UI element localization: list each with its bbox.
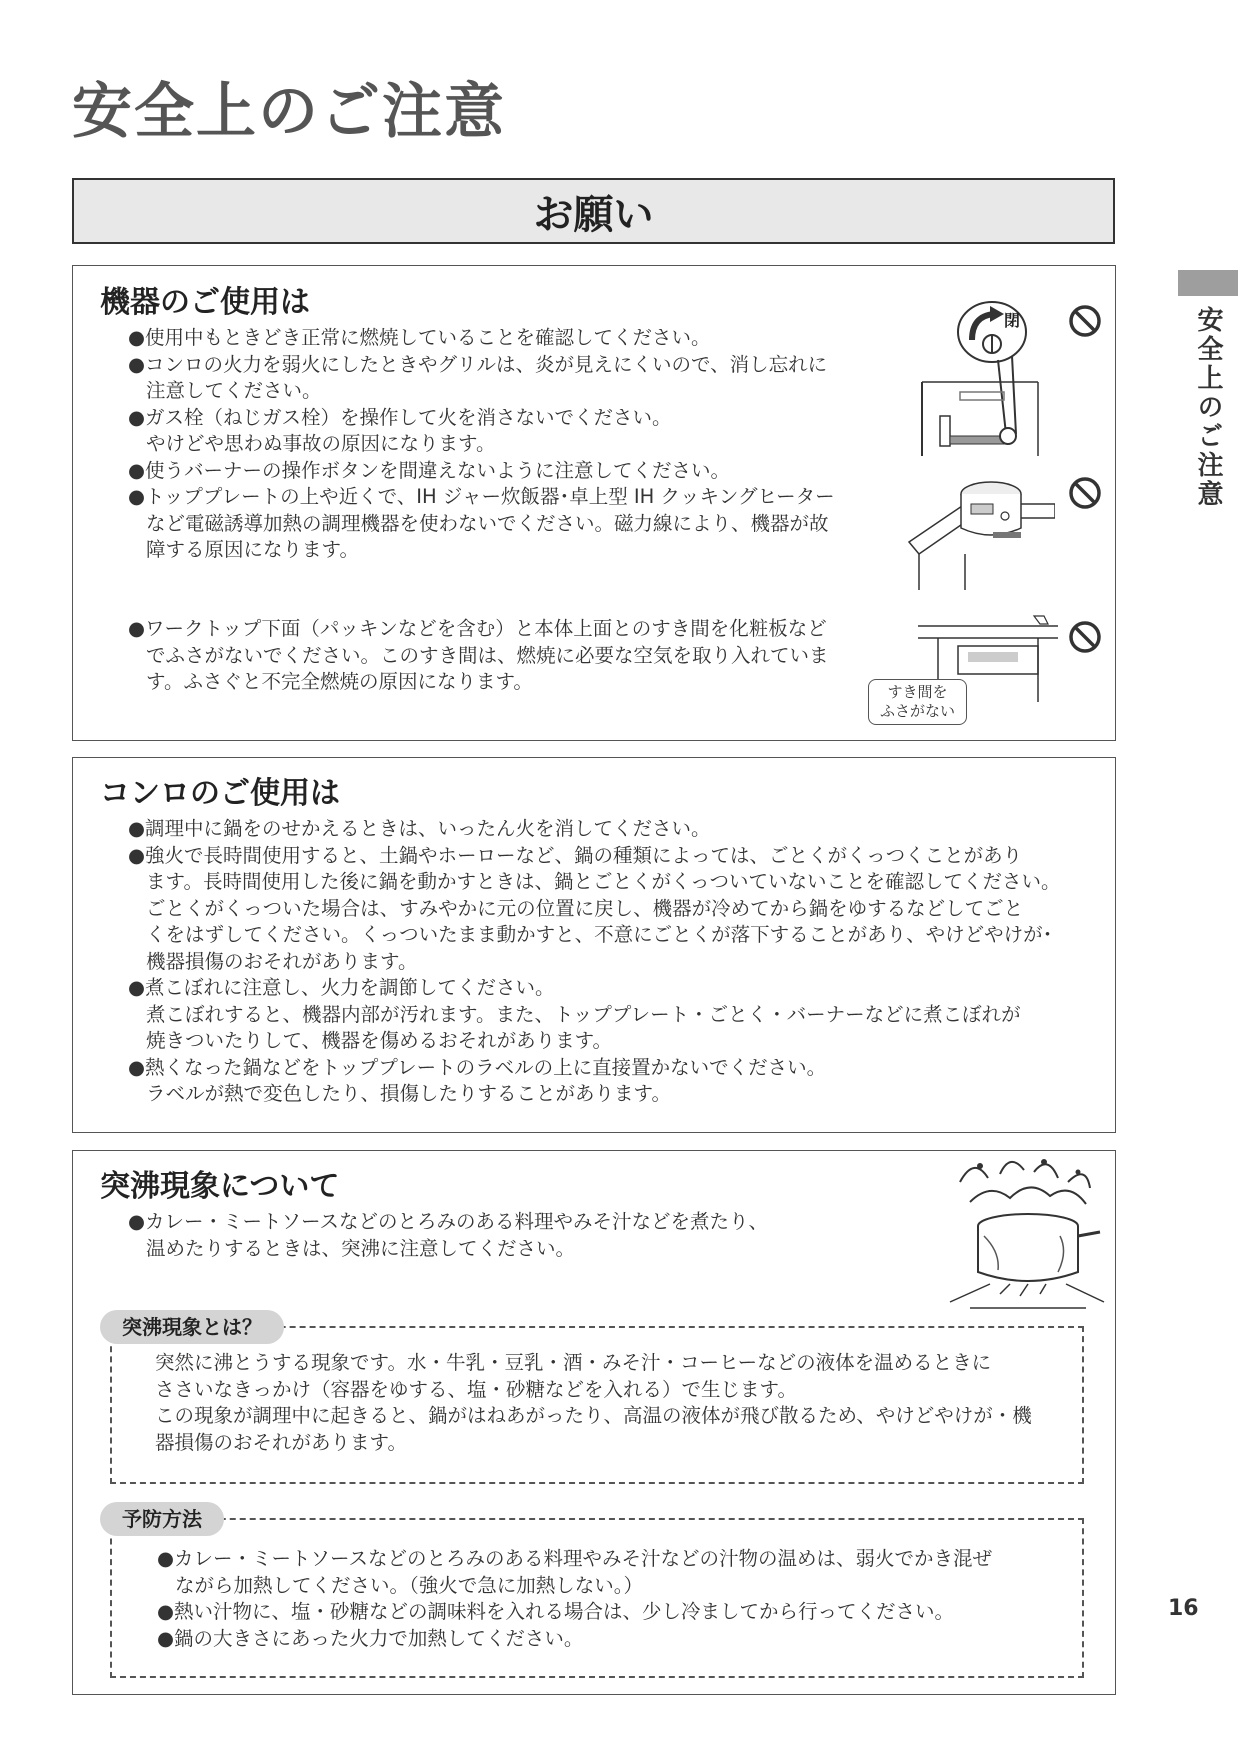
list-item: 障する原因になります。: [146, 538, 359, 561]
bumping-definition-text: [155, 1350, 1032, 1456]
list-item: ●使うバーナーの操作ボタンを間違えないように注意してください。: [128, 458, 731, 482]
list-item: ●調理中に鍋をのせかえるときは、いったん火を消してください。: [128, 817, 711, 840]
text-line: この現象が調理中に起きると、鍋がはねあがったり、高温の液体が飛び散るため、やけどやけが・機: [155, 1404, 1032, 1427]
list-item: ●ワークトップ下面（パッキンなどを含む）と本体上面とのすき間を化粧板など: [128, 617, 827, 640]
list-item: やけどや思わぬ事故の原因になります。: [146, 432, 496, 455]
section-stove-use-list: [128, 816, 1061, 1108]
prevention-label: 予防方法: [100, 1502, 224, 1536]
list-item: ●熱い汁物に、塩・砂糖などの調味料を入れる場合は、少し冷ましてから行ってください。: [157, 1600, 955, 1623]
list-item: ●トッププレートの上や近くで、IH ジャー炊飯器･卓上型 IH クッキングヒーター: [128, 485, 835, 508]
list-item: ●カレー・ミートソースなどのとろみのある料理やみそ汁などを煮たり、: [128, 1210, 769, 1233]
section-device-use-list: [128, 325, 835, 564]
list-item: 機器損傷のおそれがあります。: [146, 949, 418, 973]
list-item: ●鍋の大きさにあった火力で加熱してください。: [157, 1626, 584, 1650]
list-item: ラベルが熱で変色したり、損傷したりすることがあります。: [146, 1082, 671, 1105]
list-item: など電磁誘導加熱の調理機器を使わないでください。磁力線により、機器が故: [146, 511, 829, 535]
list-item: 温めたりするときは、突沸に注意してください。: [146, 1236, 576, 1260]
bumping-definition-label: 突沸現象とは？: [100, 1310, 284, 1344]
section-device-use-title: 機器のご使用は: [100, 285, 310, 320]
banner-label: お願い: [533, 191, 654, 238]
list-item: ながら加熱してください。（強火で急に加熱しない。）: [175, 1573, 644, 1597]
rice-cooker-illustration: [905, 470, 1055, 590]
valve-closed-label: 閉: [1004, 311, 1021, 330]
list-item: ●熱くなった鍋などをトッププレートのラベルの上に直接置かないでください。: [128, 1055, 827, 1079]
side-tab-bar: [1178, 270, 1238, 296]
section-device-use-list-2: [128, 616, 829, 696]
list-item: ●強火で長時間使用すると、土鍋やホーローなど、鍋の種類によっては、ごとくがくっつくことがあり: [128, 843, 1023, 867]
list-item: 煮こぼれすると、機器内部が汚れます。また、トッププレート・ごとく・バーナーなどに煮こぼれが: [146, 1002, 1021, 1026]
list-item: ●煮こぼれに注意し、火力を調節してください。: [128, 976, 555, 999]
gap-note-bubble: [868, 679, 967, 725]
text-line: 器損傷のおそれがあります。: [155, 1430, 407, 1454]
list-item: ●ガス栓（ねじガス栓）を操作して火を消さないでください。: [128, 405, 672, 429]
section-bumping-title: 突沸現象について: [100, 1169, 340, 1204]
prevention-list: [157, 1546, 992, 1652]
gap-note-line: ふさがない: [879, 702, 955, 720]
section-stove-use-title: コンロのご使用は: [100, 776, 340, 811]
prohibition-icon: [1068, 304, 1102, 338]
list-item: す。ふさぐと不完全燃焼の原因になります。: [146, 670, 533, 693]
list-item: ●使用中もときどき正常に燃焼していることを確認してください。: [128, 326, 711, 349]
list-item: ます。長時間使用した後に鍋を動かすときは、鍋とごとくがくっついていないことを確認してください。: [146, 870, 1061, 893]
text-line: ささいなきっかけ（容器をゆする、塩・砂糖などを入れる）で生じます。: [155, 1377, 797, 1401]
boiling-pot-illustration: [940, 1152, 1110, 1312]
list-item: ごとくがくっついた場合は、すみやかに元の位置に戻し、機器が冷めてから鍋をゆするなどしてごと: [146, 896, 1024, 920]
list-item: 注意してください。: [146, 379, 322, 402]
text-line: 突然に沸とうする現象です。水・牛乳・豆乳・酒・みそ汁・コーヒーなどの液体を温めるときに: [155, 1351, 992, 1374]
side-tab-label: 安全上のご注意: [1193, 306, 1223, 509]
list-item: 焼きついたりして、機器を傷めるおそれがあります。: [146, 1029, 613, 1052]
prohibition-icon: [1068, 620, 1102, 654]
list-item: ●カレー・ミートソースなどのとろみのある料理やみそ汁などの汁物の温めは、弱火でかき混ぜ: [157, 1547, 993, 1570]
list-item: ●コンロの火力を弱火にしたときやグリルは、炎が見えにくいので、消し忘れに: [128, 352, 828, 376]
prohibition-icon: [1068, 476, 1102, 510]
list-item: くをはずしてください。くっついたまま動かすと、不意にごとくが落下することがあり、やけどやけが･: [146, 923, 1053, 946]
page-title: 安全上のご注意: [72, 77, 506, 147]
gas-valve-illustration: [920, 296, 1040, 456]
gap-note-line: すき間を: [887, 683, 948, 701]
page-number: 16: [1168, 1596, 1199, 1621]
section-bumping-list: [128, 1209, 768, 1262]
list-item: でふさがないでください。このすき間は、燃焼に必要な空気を取り入れていま: [146, 643, 829, 667]
notice-banner: [72, 178, 1115, 244]
